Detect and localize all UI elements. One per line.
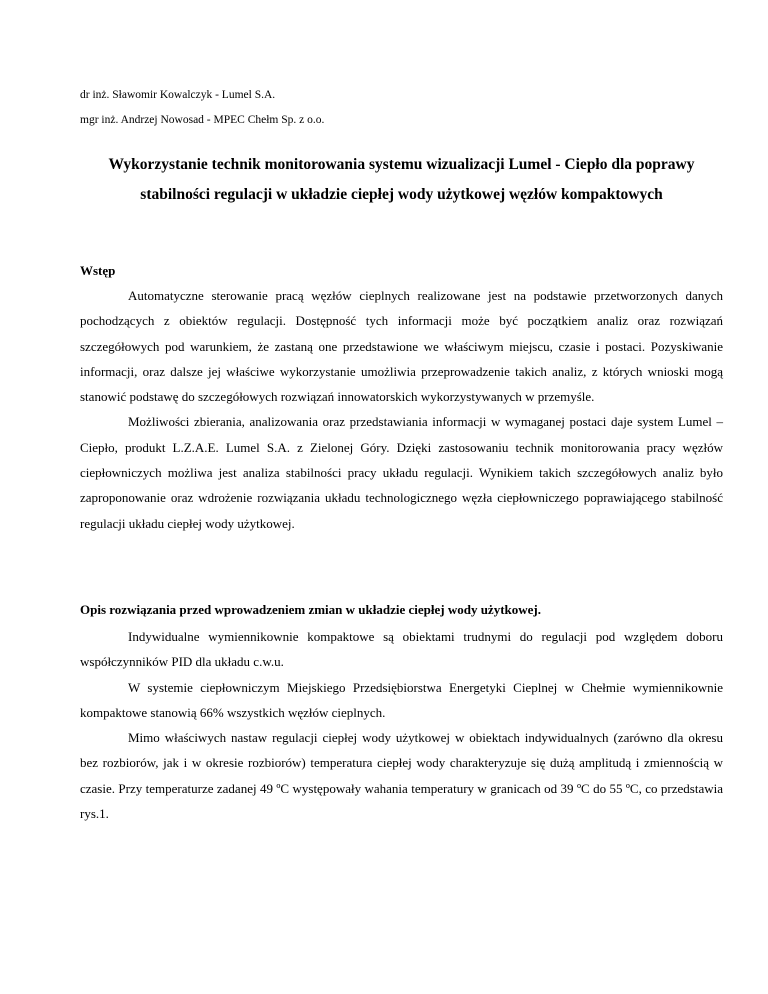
opis-paragraph-1: Indywidualne wymiennikownie kompaktowe są obiektami trudnymi do regulacji pod względem doboru współczynników PID dla układu c.w.u. — [80, 629, 723, 670]
intro-paragraph-2: Możliwości zbierania, analizowania oraz przedstawiania informacji w wymaganej postaci daje system Lumel – Ciepło, produkt L.Z.A.E. Lumel S.A. z Zielonej Góry. Dzięki zastosowaniu technik monitorowania pracy węzłów ciepłowniczych możliwa jest analiza stabilności pracy układu regulacji. Wynikiem takich szczegółowych analiz było zaproponowanie oraz wdrożenie rozwiązania układu technologicznego węzła ciepłowniczego poprawiającego stabilność regulacji układu ciepłej wody użytkowej. — [80, 414, 723, 531]
intro-paragraph-1: Automatyczne sterowanie pracą węzłów cieplnych realizowane jest na podstawie przetworzonych danych pochodzących z obiektów regulacji. Dostępność tych informacji może być początkiem analiz oraz rozwiązań szczegółowych pod warunkiem, że zastaną one przedstawione we właściwym miejscu, czasie i postaci. Pozyskiwanie informacji, oraz dalsze jej właściwe wykorzystanie umożliwia przeprowadzenie takich analiz, z których wnioski mogą stanowić podstawę do szczegółowych rozwiązań innowatorskich wykorzystywanych w przemyśle. — [80, 288, 723, 405]
opis-paragraph-3: Mimo właściwych nastaw regulacji ciepłej wody użytkowej w obiektach indywidualnych (zarówno dla okresu bez rozbiorów, jak i w okresie rozbiorów) temperatura ciepłej wody charakteryzuje się dużą amplitudą i zmiennością w czasie. Przy temperaturze zadanej 49 ºC występowały wahania temperatury w granicach od 39 ºC do 55 ºC, co przedstawia rys.1. — [80, 730, 723, 822]
author-line-1: dr inż. Sławomir Kowalczyk - Lumel S.A. — [80, 89, 276, 101]
section-intro — [80, 263, 723, 536]
section-heading-intro: Wstęp — [80, 263, 116, 278]
section-opis — [80, 602, 723, 826]
section-heading-opis: Opis rozwiązania przed wprowadzeniem zmian w układzie ciepłej wody użytkowej. — [80, 602, 541, 617]
author-line-2: mgr inż. Andrzej Nowosad - MPEC Chełm Sp. z o.o. — [80, 114, 325, 126]
opis-paragraph-2: W systemie ciepłowniczym Miejskiego Przedsiębiorstwa Energetyki Cieplnej w Chełmie wymiennikownie kompaktowe stanowią 66% wszystkich węzłów cieplnych. — [80, 679, 723, 720]
document-title: Wykorzystanie technik monitorowania systemu wizualizacji Lumel - Ciepło dla poprawy stabilności regulacji w układzie ciepłej wody użytkowej węzłów kompaktowych — [108, 156, 695, 203]
